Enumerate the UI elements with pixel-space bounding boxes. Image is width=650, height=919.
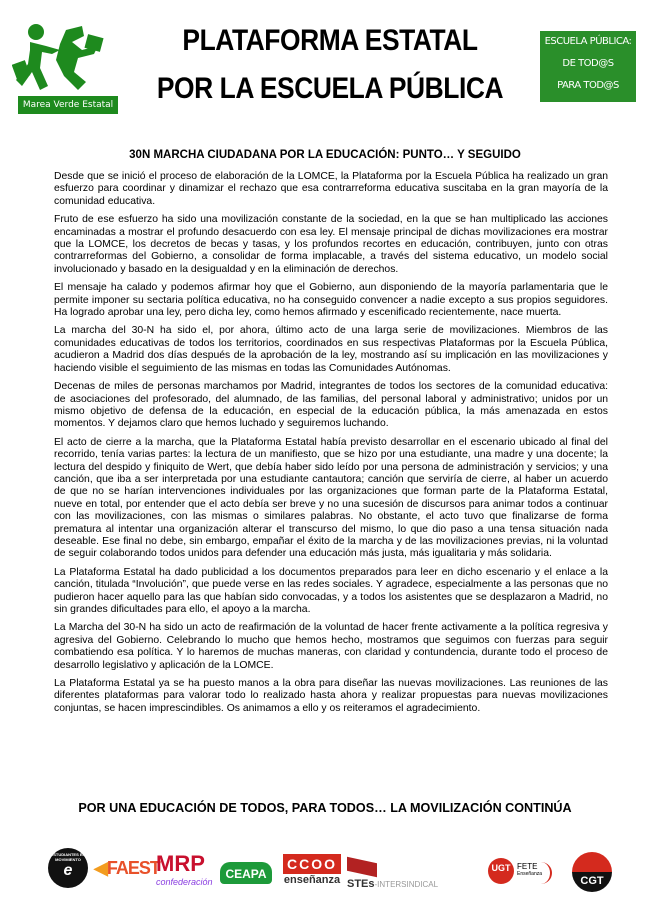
cgt-logo bbox=[572, 852, 612, 892]
mrp-logo bbox=[156, 851, 213, 887]
escuela-logo-line: DE TOD@S bbox=[562, 58, 614, 69]
running-figures-icon bbox=[12, 20, 112, 98]
fete-sublabel: Enseñanza bbox=[517, 871, 543, 877]
estudiantes-logo: ESTUDIANTES EN MOVIMIENTO e bbox=[48, 848, 88, 888]
page-title-line1: PLATAFORMA ESTATAL bbox=[182, 24, 478, 57]
mrp-sublabel: confederación bbox=[156, 877, 213, 887]
mrp-label: MRP bbox=[156, 851, 205, 876]
escuela-logo-line: ESCUELA PÚBLICA: bbox=[544, 36, 632, 47]
fete-label: FETE bbox=[517, 862, 538, 871]
ccoo-label: CCOO bbox=[283, 854, 341, 874]
paragraph: El mensaje ha calado y podemos afirmar hoy que el Gobierno, aun disponiendo de la mayoría parlamentaria que le permite imponer su sectaria política educativa, no ha conseguido convencer a nadie excepto a sus propios seguidores. Ha logrado aprobar una ley, pero dicha ley, como hemos afirmado y escenificado recientemente, nace muerta. bbox=[54, 282, 608, 319]
ccoo-sublabel: enseñanza bbox=[283, 874, 341, 886]
paragraph: Desde que se inició el proceso de elaboración de la LOMCE, la Plataforma por la Escuela Pública ha realizado un gran esfuerzo para coordinar y dinamizar el rechazo que esa contrarreforma educativa suscitaba en la gran mayoría de la comunidad educativa. bbox=[54, 171, 608, 207]
ceapa-label: CEAPA bbox=[225, 867, 267, 881]
estudiantes-label: ESTUDIANTES EN MOVIMIENTO bbox=[50, 852, 86, 862]
paragraph: La marcha del 30-N ha sido el, por ahora, último acto de una larga serie de movilizaciones. Miembros de las comunidades educativas de todos los territorios, coordinados en sus respectivas Plataformas por la Escuela Pública, acudieron a Madrid dos días después de la aprobación de la ley, mostrando así su implicación en las movilizaciones y haciendo visible el seguimiento de las mismas en todas las Comunidades Autónomas. bbox=[54, 325, 608, 374]
cgt-label: CGT bbox=[580, 875, 604, 887]
document-heading: 30N MARCHA CIUDADANA POR LA EDUCACIÓN: PUNTO… Y SEGUIDO bbox=[129, 149, 521, 161]
organization-logos bbox=[40, 848, 620, 900]
fete-logo bbox=[517, 862, 552, 884]
stes-sublabel: -INTERSINDICAL bbox=[374, 880, 439, 889]
ugt-logo bbox=[488, 858, 514, 884]
ugt-label: UGT bbox=[491, 863, 511, 873]
paragraph: Fruto de ese esfuerzo ha sido una movilización constante de la sociedad, en la que se han multiplicado las acciones encaminadas a mostrar el profundo desacuerdo con esa ley. El mensaje principal de dichas movilizaciones era mostrar que la LOMCE, los decretos de becas y tasas, y los profundos recortes en educación, contribuyen, junto con otras contrarreformas del Gobierno, a consolidar de forma implacable, a través del sistema educativo, un modelo social involucionado y basado en la desigualdad y en la eliminación de derechos. bbox=[54, 214, 608, 275]
page-title-line2: POR LA ESCUELA PÚBLICA bbox=[156, 72, 504, 105]
paragraph: El acto de cierre a la marcha, que la Plataforma Estatal había previsto desarrollar en el escenario ubicado al final del recorrido, tenía varias partes: la lectura de un manifiesto, que se hizo por una estudiante, una madre y una docente; la lectura del despido y finiquito de Wert, que debía haber sido leído por una persona de administración y servicios; y una canción, que iba a ser interpretada por una estudiante cantautora; canción que serviría de cierre, al haber un acuerdo de que no se harían intervenciones individuales por las organizaciones que forman parte de la Plataforma Estatal, nueve en total, por entender que el acto debía ser breve y no una sucesión de discursos para animar todos a continuar con las movilizaciones, con las mismas o similares palabras. No obstante, el acto tuvo que finalizarse de forma prematura al intentar una organización alterar el transcurso del mismo, lo que dio paso a una tensa situación nada deseable. Ese final no debe, sin embargo, empañar el éxito de la marcha y de las movilizaciones previas, ni la voluntad de seguir colaborando todos unidos para defender una educación más justa, más igualitaria y más solidaria. bbox=[54, 436, 608, 560]
ccoo-logo bbox=[283, 854, 341, 886]
stes-label: STEs bbox=[347, 878, 375, 890]
faest-label: FAEST bbox=[106, 858, 160, 878]
stes-logo bbox=[347, 860, 438, 892]
paragraph: Decenas de miles de personas marchamos por Madrid, integrantes de todos los sectores de la comunidad educativa: de asociaciones del profesorado, del alumnado, de las familias, del personal laboral y administrativo; unidos por un mismo objetivo de defensa de la educación, en especial de la educación pública, la más amenazada en estos momentos. Y dejamos claro que hemos luchado y seguiremos luchando. bbox=[54, 381, 608, 430]
escuela-publica-logo bbox=[540, 31, 636, 102]
closing-slogan: POR UNA EDUCACIÓN DE TODOS, PARA TODOS… LA MOVILIZACIÓN CONTINÚA bbox=[78, 801, 572, 815]
escuela-logo-line: PARA TOD@S bbox=[557, 80, 619, 91]
paragraph: La Plataforma Estatal ya se ha puesto manos a la obra para diseñar las nuevas movilizaciones. Las reuniones de las diferentes plataformas para valorar todo lo realizado hasta ahora y realizar propuestas para nuevas movilizaciones conjuntas, se hacen imprescindibles. Os animamos a ello y os reiteramos el agradecimiento. bbox=[54, 678, 608, 714]
stes-flag-icon bbox=[347, 857, 377, 877]
marea-verde-logo bbox=[12, 20, 114, 114]
document-body bbox=[54, 171, 608, 721]
paragraph: La Marcha del 30-N ha sido un acto de reafirmación de la voluntad de hacer frente activamente a la política regresiva y agresiva del Gobierno. Celebrando lo mucho que hemos hecho, mostramos que seguimos con fuerzas para seguir combatiendo esa política. Y lo haremos de muchas maneras, con claridad y contundencia, durante todo el proceso de desarrollo legislativo y aplicación de la LOMCE. bbox=[54, 622, 608, 671]
marea-verde-label: Marea Verde Estatal bbox=[18, 96, 118, 114]
ceapa-logo bbox=[220, 862, 272, 884]
faest-logo: ◀FAEST bbox=[94, 858, 160, 878]
paragraph: La Plataforma Estatal ha dado publicidad a los documentos preparados para leer en dicho escenario y el enlace a la canción, titulada “Involución”, que puede verse en las redes sociales. Y agradece, especialmente a las personas que no pudieron hacer aquello para las que habían sido convocadas, y a todos los asistentes que se desplazaron a Madrid, no sin grandes dificultades para ello, el apoyo a la marcha. bbox=[54, 566, 608, 615]
